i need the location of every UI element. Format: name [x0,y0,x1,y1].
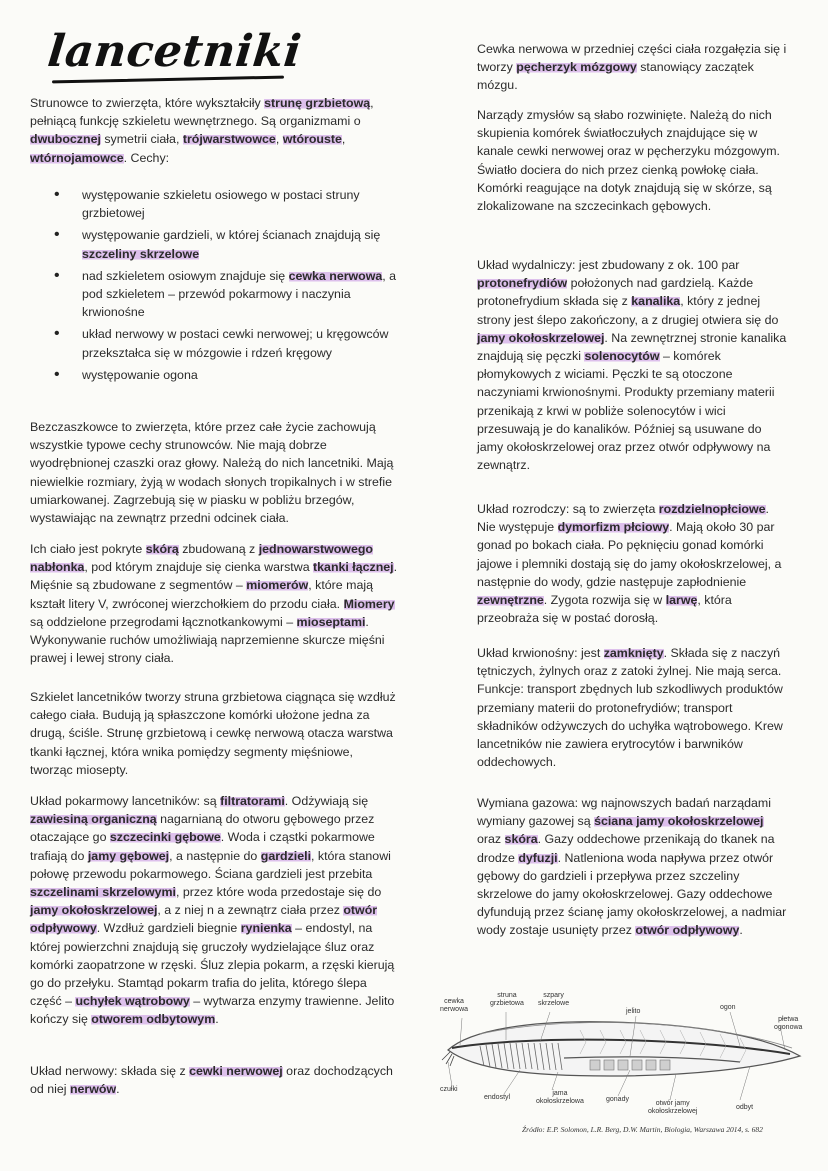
highlighted-term: cewka nerwowa [288,268,383,283]
text-run: . Składa się z naczyń tętniczych, żylnych oraz z zatoki żylnej. Nie mają serca. Funkcje: transport zbędnych lub szkodliwych produktów przemiany materii do protonefrydiów; transport składników odżywczych do uchyłka wątrobowego. Krew lancetników nie zawiera erytrocytów i barwników oddechowych. [477,646,783,770]
text-run: , a następnie do [169,848,261,863]
text-run: występowanie ogona [82,367,198,382]
text-run: . Wzdłuż gardzieli biegnie [96,921,241,936]
highlighted-term: dyfuzji [518,850,558,865]
highlighted-term: otwór odpływowy [635,923,740,938]
text-run: , a z niej n a zewnątrz ciała przez [157,903,344,918]
text-run: Układ wydalniczy: jest zbudowany z ok. 100 par [477,258,740,272]
lancelet-diagram [440,990,812,1120]
text-run: . [116,1082,120,1097]
text-run: . Wykonywanie ruchów umożliwiają naprzemienne skurcze mięśni prawej i lewej strony ciała. [30,614,385,666]
label-endostyle: endostyl [484,1094,511,1101]
highlighted-term: wtórnojamowce [30,150,124,165]
highlighted-term: uchyłek wątrobowy [75,994,190,1009]
highlighted-term: wtórouste [282,132,342,147]
text-run: . Mięśnie są zbudowane z segmentów – [30,560,398,593]
highlighted-term: dwubocznej [30,132,101,147]
highlighted-term: mioseptami [296,614,366,629]
text-run: Szkielet lancetników tworzy struna grzbietowa ciągnąca się wzdłuż całego ciała. Budują ją spłaszczone komórki ułożone jedna za drugą, ściśle. Strunę grzbietową i cewkę nerwową otacza warstwa tkanki łącznej, która wnika pomiędzy segmenty mięśniowe, tworząc miosepty. [30,690,396,777]
text-run: nad szkieletem osiowym znajduje się [82,268,289,283]
text-run: . Cechy: [123,150,170,165]
text-run: , [341,132,346,147]
text-run: Układ rozrodczy: są to zwierzęta [477,502,659,516]
text-run: Wymiana gazowa: wg najnowszych badań narządami wymiany gazowej są [477,796,771,829]
highlighted-term: zewnętrzne [477,593,544,608]
highlighted-term: ściana jamy okołoskrzelowej [594,814,764,829]
list-item [30,226,405,262]
text-run: układ nerwowy w postaci cewki nerwowej; u kręgowców przekształca się w mózgowie i rdzeń kręgowy [82,327,389,360]
text-run: . Gazy oddechowe przenikają do tkanek na drodze [477,832,775,865]
reproductive-paragraph [477,500,789,627]
text-run: Układ pokarmowy lancetników: są [30,794,221,808]
highlighted-term: protonefrydiów [477,276,568,291]
label-intestine: jelito [626,1008,641,1015]
text-run: Układ krwionośny: jest [477,646,604,660]
text-run: Cewka nerwowa w przedniej części ciała rozgałęzia się i tworzy [477,42,787,75]
highlighted-term: skórą [145,542,179,556]
highlighted-term: szczelinami skrzelowymi [30,885,177,900]
label-anus: odbyt [736,1104,754,1111]
highlighted-term: tkanki łącznej [313,560,394,575]
text-run: występowanie gardzieli, w której ścianach znajdują się [82,228,381,243]
highlighted-term: nerwów [69,1082,117,1097]
text-run: Strunowce to zwierzęta, które wykształciły [30,96,265,110]
text-run: symetrii ciała, [100,132,183,147]
page-title: lancetniki [45,26,304,77]
text-run: . Na zewnętrznej stronie kanalika znajdują się pęczki [477,330,787,364]
highlighted-term: szczecinki gębowe [109,830,221,845]
gas-exchange-paragraph [477,794,789,940]
highlighted-term: pęcherzyk mózgowy [516,60,637,75]
neural-tube-paragraph [477,40,789,95]
text-run: , [275,132,283,147]
text-run: położonych nad gardzielą. Każde protonefrydium składa się z [477,276,754,309]
text-run: , która przeobraża się w postać dorosłą. [477,593,732,626]
text-run: , przez które woda przedostaje się do [176,885,382,900]
text-run: . Nie występuje [477,502,769,535]
text-run: nagarnianą do otworu gębowego przez otaczające go [30,812,375,845]
highlighted-term: otworem odbytowym [91,1012,216,1027]
text-run: Układ nerwowy: składa się z [30,1064,190,1078]
highlighted-term: filtratorami [220,794,285,808]
label-neural-tube: cewka nerwowa [440,998,469,1013]
highlighted-term: dymorfizm płciowy [557,520,670,535]
label-tail-fin: płetwa ogonowa [774,1016,803,1031]
text-run: Ich ciało jest pokryte [30,542,146,556]
text-run: są oddzielone przegrodami łącznotkankowymi – [30,614,297,629]
text-run: , a pod szkieletem – przewód pokarmowy i naczynia krwionośne [82,268,397,320]
highlighted-term: Miomery [343,596,395,611]
list-item [30,366,405,384]
text-run: – komórek płomykowych z wiciami. Pęczki te są otoczone naczyniami krwionośnymi. Produkty przemiany materii przenikają z krwi w pobliże solenocytów i wici przesuwają je do kanalików. Później są usuwane do jamy okołoskrzelowej oraz przez otwór odpływowy na zewnątrz. [477,349,775,473]
list-item [30,267,405,322]
label-cirri: czułki [440,1086,458,1093]
cirri [442,1052,454,1066]
text-run: , pod którym znajduje się cienka warstwa [84,560,314,575]
label-atrium: jama okołoskrzelowa [536,1090,584,1105]
text-run: oraz [477,832,505,847]
circulatory-paragraph [477,644,789,771]
highlighted-term: trójwarstwowce [182,132,276,147]
text-run: Narządy zmysłów są słabo rozwinięte. Należą do nich skupienia komórek światłoczułych znajdujące się w kanale cewki nerwowej oraz w pęcherzyku mózgowym. Światło dociera do nich przez cienką powłokę ciała. Komórki reagujące na dotyk znajdują się w skórze, są zlokalizowane na szczecinkach gębowych. [477,108,781,214]
features-list [30,186,405,388]
skeleton-paragraph [30,688,398,779]
highlighted-term: miomerów [246,578,309,593]
text-run: , które mają kształt litery V, zwróconej wierzchołkiem do przodu ciała. [30,578,373,611]
text-run: , która stanowi połowę przewodu pokarmowego. Ściana gardzieli jest przebita [30,848,391,881]
highlighted-term: strunę grzbietową [264,96,371,110]
highlighted-term: kanalika [631,294,681,309]
highlighted-term: szczeliny skrzelowe [82,246,200,261]
text-run: zbudowaną z [178,542,259,556]
highlighted-term: gardzieli [260,848,312,863]
text-run: występowanie szkieletu osiowego w postaci struny grzbietowej [82,188,360,221]
highlighted-term: jamy gębowej [87,848,170,863]
bezczaszkowce-paragraph [30,418,398,527]
highlighted-term: rozdzielnopłciowe [658,502,766,516]
label-notochord: struna grzbietowa [490,992,524,1007]
text-run: , pełniącą funkcję szkieletu wewnętrznego. Są organizmami o [30,96,374,129]
text-run: . [739,923,743,938]
highlighted-term: rynienka [240,921,292,936]
highlighted-term: otwór odpływowy [30,903,378,936]
highlighted-term: jamy okołoskrzelowej [477,330,605,345]
label-gill-slits: szpary skrzelowe [538,992,570,1007]
text-run: . Odżywiają się [284,794,369,808]
highlighted-term: solenocytów [584,349,660,364]
figure-source: Źródło: E.P. Solomon, L.R. Berg, D.W. Martin, Biologia, Warszawa 2014, s. 682 [522,1125,763,1134]
highlighted-term: zawiesiną organiczną [30,812,157,827]
text-run: . Natleniona woda napływa przez otwór gębowy do gardzieli i przepływa przez szczeliny skrzelowe do jamy okołoskrzelowej. Gazy oddechowe dyfundują przez ścianę jamy okołoskrzelowej, a nadmiar wody zostaje usunięty przez [477,850,787,938]
label-tail: ogon [720,1004,736,1011]
text-run: Bezczaszkowce to zwierzęta, które przez całe życie zachowują wszystkie typowe cechy strunowców. Nie mają dobrze wyodrębnionej czaszki oraz głowy. Należą do nich lancetniki. Mają niewielkie rozmiary, żyją w wodach słonych tropikalnych i w strefie umiarkowanej. Zagrzebują się w piasku w pobliżu brzegów, wystawiając na zewnątrz przedni odcinek ciała. [30,420,394,526]
nervous-paragraph [30,1062,398,1098]
text-run: . Zygota rozwija się w [543,593,666,608]
highlighted-term: jednowarstwowego nabłonka [30,542,373,575]
highlighted-term: zamknięty [603,646,664,660]
highlighted-term: larwę [665,593,698,608]
highlighted-term: skóra [504,832,538,847]
text-run: . Mają około 30 par gonad po bokach ciała. Po pęknięciu gonad komórki jajowe i plemniki dostają się do jamy okołoskrzelowej, a następnie do wody, gdzie następuje zapłodnienie [477,520,782,589]
text-run: stanowiący zaczątek mózgu. [477,60,754,93]
excretory-paragraph [477,256,789,474]
text-run: – endostyl, na której powierzchni znajdują się gruczoły wydzielające śluz oraz komórki zaopatrzone w rzęski. Śluz zlepia pokarm, a rzęski kierują go do przełyku. Stamtąd pokarm trafia do jelita, którego ślepa część – [30,921,395,1009]
text-run: , który z jednej strony jest ślepo zakończony, a z drugiej otwiera się do [477,294,779,327]
list-item [30,325,405,361]
body-covering-paragraph [30,540,398,667]
text-run: . Woda i cząstki pokarmowe trafiają do [30,830,375,863]
digestive-paragraph [30,792,398,1029]
label-atriopore: otwór jamy okołoskrzelowej [648,1100,698,1115]
highlighted-term: cewki nerwowej [189,1064,283,1078]
label-gonads: gonady [606,1096,629,1103]
highlighted-term: jamy okołoskrzelowej [30,903,158,918]
senses-paragraph [477,106,789,215]
text-run: . [215,1012,219,1027]
list-item [30,186,405,222]
text-run: – wytwarza enzymy trawienne. Jelito kończy się [30,994,395,1027]
text-run: oraz dochodzących od niej [30,1064,393,1097]
intro-paragraph [30,94,390,167]
